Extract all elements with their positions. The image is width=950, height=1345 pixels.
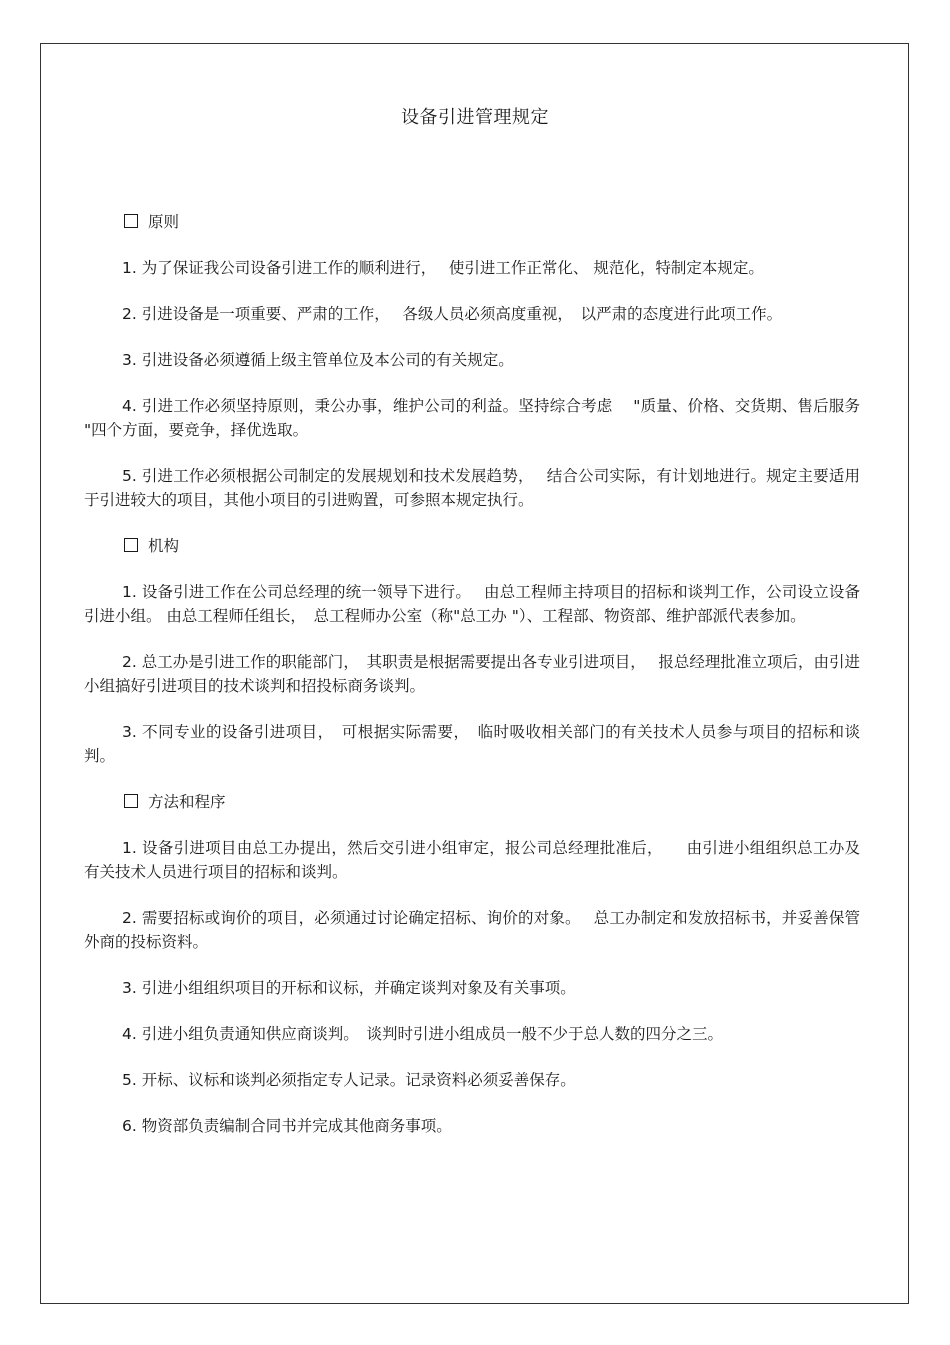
paragraph: 6. 物资部负责编制合同书并完成其他商务事项。 <box>122 1117 452 1135</box>
checkbox-icon <box>124 214 138 228</box>
section-heading-principles <box>84 210 860 234</box>
paragraph: 1. 设备引进工作在公司总经理的统一领导下进行。 由总工程师主持项目的招标和谈判工作，公司设立设备引进小组。 由总工程师任组长， 总工程师办公室（称"总工办 "）、工程部、物资部、维护部派代表参加。 <box>84 583 860 625</box>
section-heading-label: 原则 <box>148 213 180 231</box>
document-title: 设备引进管理规定 <box>401 107 549 128</box>
paragraph: 5. 开标、议标和谈判必须指定专人记录。记录资料必须妥善保存。 <box>122 1071 576 1089</box>
section-heading-label: 机构 <box>148 537 180 555</box>
section-heading-label: 方法和程序 <box>148 793 226 811</box>
paragraph: 1. 设备引进项目由总工办提出，然后交引进小组审定，报公司总经理批准后， 由引进小组组织总工办及有关技术人员进行项目的招标和谈判。 <box>84 839 860 881</box>
paragraph: 4. 引进工作必须坚持原则，秉公办事，维护公司的利益。坚持综合考虑 "质量、价格、交货期、售后服务 "四个方面，要竞争，择优选取。 <box>84 397 860 439</box>
paragraph: 1. 为了保证我公司设备引进工作的顺利进行， 使引进工作正常化、 规范化，特制定本规定。 <box>122 259 764 277</box>
paragraph: 5. 引进工作必须根据公司制定的发展规划和技术发展趋势， 结合公司实际，有计划地进行。规定主要适用于引进较大的项目，其他小项目的引进购置，可参照本规定执行。 <box>84 467 860 509</box>
document-body <box>84 210 860 1160</box>
paragraph: 3. 引进设备必须遵循上级主管单位及本公司的有关规定。 <box>122 351 514 369</box>
section-heading-procedures <box>84 790 860 814</box>
paragraph: 2. 总工办是引进工作的职能部门， 其职责是根据需要提出各专业引进项目， 报总经理批准立项后，由引进小组搞好引进项目的技术谈判和招投标商务谈判。 <box>84 653 860 695</box>
paragraph: 2. 需要招标或询价的项目，必须通过讨论确定招标、询价的对象。 总工办制定和发放招标书，并妥善保管外商的投标资料。 <box>84 909 860 951</box>
paragraph: 2. 引进设备是一项重要、严肃的工作， 各级人员必须高度重视， 以严肃的态度进行此项工作。 <box>122 305 783 323</box>
checkbox-icon <box>124 538 138 552</box>
paragraph: 4. 引进小组负责通知供应商谈判。 谈判时引进小组成员一般不少于总人数的四分之三。 <box>122 1025 723 1043</box>
paragraph: 3. 引进小组组织项目的开标和议标，并确定谈判对象及有关事项。 <box>122 979 576 997</box>
checkbox-icon <box>124 794 138 808</box>
paragraph: 3. 不同专业的设备引进项目， 可根据实际需要， 临时吸收相关部门的有关技术人员参与项目的招标和谈判。 <box>84 723 860 765</box>
section-heading-organization <box>84 534 860 558</box>
